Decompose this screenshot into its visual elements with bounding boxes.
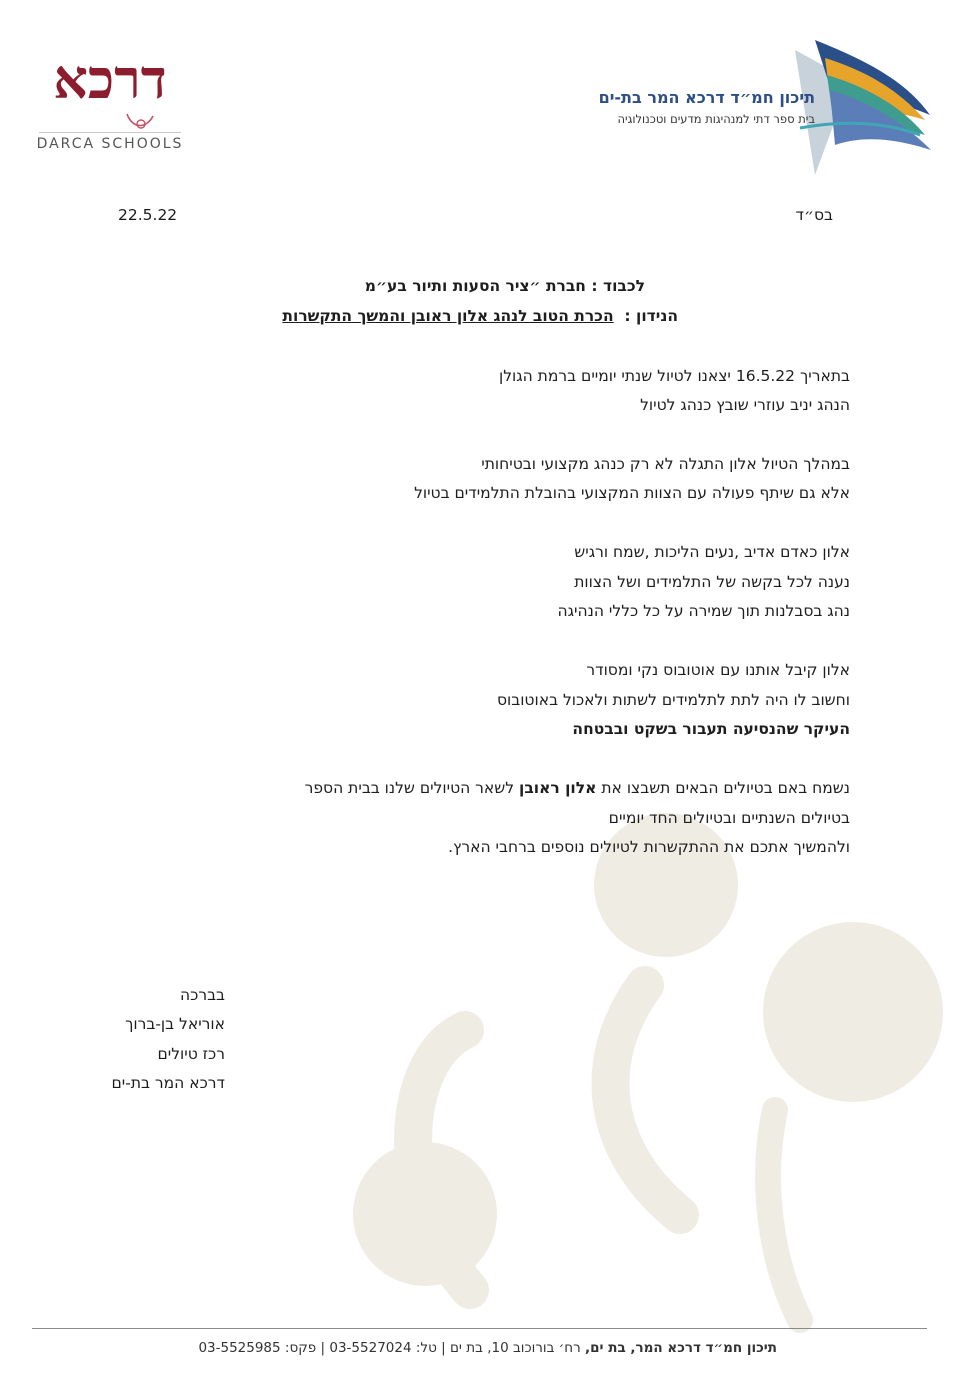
school-logo: [575, 40, 935, 175]
body-p4-line1: אלון קיבל אותנו עם אוטובוס נקי ומסודר: [586, 661, 850, 679]
body-p2-line2: אלא גם שיתף פעולה עם הצוות המקצועי בהובלת התלמידים בטיול: [414, 484, 850, 502]
letter-date: 22.5.22: [118, 206, 178, 224]
body-p1-line1: בתאריך 16.5.22 יצאנו לטיול שנתי יומיים ברמת הגולן: [498, 367, 850, 385]
watermark-arc-middle: [610, 985, 680, 1215]
body-p5-line1-end: לשאר הטיולים שלנו בבית הספר: [304, 779, 519, 797]
bsd-mark: בס״ד: [795, 206, 833, 224]
body-p3-line3: נהג בסבלנות תוך שמירה על כל כללי הנהיגה: [557, 602, 850, 620]
signature-name: אוריאל בן-ברוך: [125, 1015, 225, 1033]
subject-text: הכרת הטוב לנהג אלון ראובן והמשך התקשרות: [282, 307, 614, 325]
body-p5-line1: [305, 778, 850, 798]
darca-logo-hebrew: דרכא: [53, 47, 167, 111]
body-p4-line3: העיקר שהנסיעה תעבור בשקט ובבטחה: [572, 720, 850, 738]
watermark-circle-top: [594, 813, 738, 957]
body-p5-line3: ולהמשיך אתכם את ההתקשרות לטיולים נוספים ברחבי הארץ.: [448, 838, 850, 856]
darca-logo: [35, 48, 185, 158]
signature-greeting: בברכה: [180, 986, 225, 1004]
subject-line: [282, 306, 678, 326]
body-p2-line1: במהלך הטיול אלון התגלה לא רק כנהג מקצועי ובטיחותי: [481, 455, 850, 473]
body-p5-line1-start: נשמח באם בטיולים הבאים תשבצו את: [596, 779, 850, 797]
school-logo-title: תיכון חמ״ד דרכא המר בת-ים: [598, 88, 815, 107]
darca-logo-latin: DARCA SCHOOLS: [36, 136, 184, 152]
driver-name: אלון ראובן: [519, 779, 597, 797]
recipient-line: לכבוד : חברת ״ציר הסעות ותיור בע״מ: [364, 277, 645, 295]
watermark-arc-right: [768, 1110, 800, 1320]
body-p1-line2: הנהג יניב עוזרי שובץ כנהג לטיול: [640, 396, 850, 414]
signature-school: דרכא המר בת-ים: [111, 1074, 225, 1092]
darca-logo-ornament: [123, 110, 163, 134]
footer-rule: [32, 1328, 927, 1329]
signature-role: רכז טיולים: [157, 1045, 225, 1063]
body-p5-line2: בטיולים השנתיים ובטיולים החד יומיים: [608, 809, 850, 827]
footer-contact: [198, 1340, 777, 1356]
darca-logo-rule: [39, 132, 181, 133]
school-logo-emblem: [755, 40, 935, 175]
watermark-circle-right: [763, 922, 943, 1102]
body-p4-line2: וחשוב לו היה לתת לתלמידים לשתות ולאכול באוטובוס: [496, 691, 850, 709]
footer-address-phones: רח׳ בורוכוב 10, בת ים | טל: 03-5527024 | פקס: 03-5525985: [198, 1340, 586, 1356]
body-p3-line1: אלון כאדם אדיב ,נעים הליכות ,שמח ורגיש: [574, 543, 850, 561]
footer-school-name: תיכון חמ״ד דרכא המר, בת ים,: [585, 1340, 777, 1356]
school-logo-subtitle: בית ספר דתי למנהיגות מדעים וטכנולוגיה: [617, 112, 815, 126]
subject-label: הנידון :: [624, 307, 678, 325]
body-p3-line2: נענה לכל בקשה של התלמידים ושל הצוות: [574, 573, 850, 591]
